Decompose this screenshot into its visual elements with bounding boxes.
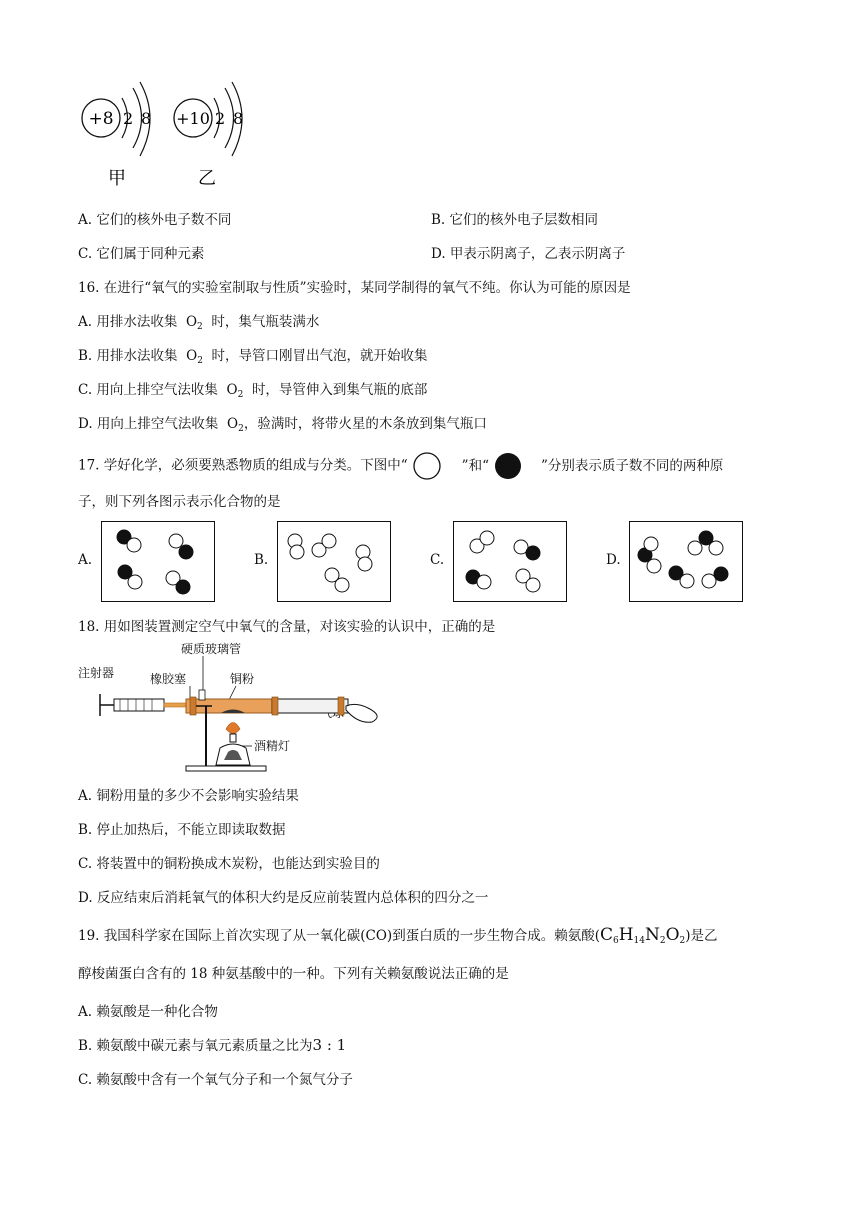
formula-n-sub: 2 (659, 936, 666, 946)
q19-stem-line2: 醇梭菌蛋白含有的 18 种氨基酸中的一种。下列有关赖氨酸说法正确的是 (78, 966, 509, 982)
q15-option-a[interactable]: A. 它们的核外电子数不同 (78, 212, 232, 228)
q16-c-formula: O (226, 382, 238, 398)
jia-label: 甲 (108, 168, 126, 189)
q17-stem (78, 452, 723, 480)
q16-option-b[interactable] (78, 344, 428, 366)
label-rubber-stopper: 橡胶塞 (150, 672, 187, 686)
q19-option-b-text: B. 赖氨酸中碳元素与氧元素质量之比为 (78, 1038, 313, 1054)
q16-d-sub: 2 (238, 424, 244, 434)
q17-stem-line2: 子，则下列各图示表示化合物的是 (78, 494, 281, 510)
q16-a-sub: 2 (197, 322, 203, 332)
q16-stem: 16. 在进行“氧气的实验室制取与性质”实验时，某同学制得的氧气不纯。你认为可能的原因是 (78, 280, 631, 296)
white-atom-icon (412, 452, 442, 480)
atom-structure-diagrams (78, 80, 258, 192)
label-syringe: 注射器 (78, 666, 115, 680)
formula-o-sub: 2 (679, 936, 686, 946)
glass-tube-icon (186, 690, 348, 715)
q16-a-rest: 时，集气瓶装满水 (211, 314, 320, 330)
q19-stem-part-1: 19. 我国科学家在国际上首次实现了从一氧化碳(CO)到蛋白质的一步生物合成。赖氨酸( (78, 928, 600, 944)
q18-option-b[interactable]: B. 停止加热后，不能立即读取数据 (78, 822, 286, 838)
label-glass-tube: 硬质玻璃管 (181, 642, 242, 656)
q17-stem-part-1: 17. 学好化学，必须要熟悉物质的组成与分类。下图中“ (78, 457, 408, 474)
q19-ratio: 3 : 1 (312, 1036, 347, 1054)
q15-option-b[interactable]: B. 它们的核外电子层数相同 (431, 212, 599, 228)
q16-c-rest: 时，导管伸入到集气瓶的底部 (251, 382, 428, 398)
q16-a-text: A. 用排水法收集 (78, 314, 178, 330)
yi-label: 乙 (198, 168, 216, 189)
formula-n: N (645, 925, 660, 945)
q17-option-c-diagram[interactable] (453, 521, 567, 602)
q16-d-text: D. 用向上排空气法收集 (78, 416, 219, 432)
q17-label-d: D. (606, 552, 621, 568)
formula-c-sub: 6 (612, 936, 619, 946)
q16-option-c[interactable] (78, 378, 427, 400)
alcohol-lamp-icon (216, 723, 250, 766)
q17-label-b: B. (254, 552, 269, 568)
label-copper-powder: 铜粉 (230, 672, 255, 686)
q17-stem-part-3: ”分别表示质子数不同的两种原 (540, 457, 724, 474)
q17-stem-part-2: ”和“ (461, 457, 489, 474)
q17-label-a: A. (78, 552, 93, 568)
q16-a-formula: O (185, 314, 198, 330)
q16-option-d[interactable] (78, 412, 487, 434)
q16-c-text: C. 用向上排空气法收集 (78, 382, 218, 398)
q16-b-sub: 2 (197, 356, 203, 366)
q15-option-c[interactable]: C. 它们属于同种元素 (78, 246, 205, 262)
q19-stem-part-2: )是乙 (685, 928, 718, 944)
jia-shell-1: 2 (123, 109, 134, 128)
q17-option-b-diagram[interactable] (277, 521, 391, 602)
q16-option-a[interactable] (78, 310, 319, 332)
formula-c: C (599, 925, 613, 945)
q16-b-rest: 时，导管口刚冒出气泡，就开始收集 (211, 348, 428, 364)
q16-b-formula: O (186, 348, 198, 364)
q19-lysine-formula (600, 925, 685, 945)
formula-h-sub: 14 (633, 936, 645, 946)
atom-yi-diagram (174, 82, 243, 189)
yi-nucleus-charge: +10 (176, 109, 210, 128)
q17-option-a-diagram[interactable] (101, 521, 215, 602)
formula-o: O (665, 925, 680, 945)
q16-d-rest: ，验满时，将带火星的木条放到集气瓶口 (243, 416, 487, 432)
q18-option-a[interactable]: A. 铜粉用量的多少不会影响实验结果 (78, 788, 299, 804)
q19-option-c[interactable]: C. 赖氨酸中含有一个氧气分子和一个氮气分子 (78, 1072, 353, 1088)
q16-d-formula: O (227, 416, 239, 432)
jia-shell-2: 8 (141, 109, 152, 128)
q17-option-d-diagram[interactable] (629, 521, 743, 602)
balloon-icon (346, 704, 377, 722)
yi-shell-1: 2 (215, 109, 226, 128)
atom-jia-diagram (82, 82, 151, 189)
q18-stem: 18. 用如图装置测定空气中氧气的含量，对该实验的认识中，正确的是 (78, 619, 496, 635)
yi-shell-2: 8 (233, 109, 244, 128)
formula-h: H (618, 925, 634, 945)
q16-c-sub: 2 (237, 390, 244, 400)
q18-option-c[interactable]: C. 将装置中的铜粉换成木炭粉，也能达到实验目的 (78, 856, 380, 872)
q17-label-c: C. (430, 552, 445, 568)
jia-nucleus-charge: +8 (88, 109, 114, 129)
q19-stem (78, 924, 718, 946)
label-alcohol-lamp: 酒精灯 (254, 739, 291, 753)
black-atom-icon (493, 452, 523, 480)
q18-apparatus-diagram (78, 636, 378, 776)
q19-option-a[interactable]: A. 赖氨酸是一种化合物 (78, 1004, 218, 1020)
q19-option-b[interactable] (78, 1034, 346, 1054)
q18-option-d[interactable]: D. 反应结束后消耗氧气的体积大约是反应前装置内总体积的四分之一 (78, 890, 489, 906)
q16-b-text: B. 用排水法收集 (78, 348, 178, 364)
q15-option-d[interactable]: D. 甲表示阴离子，乙表示阴离子 (431, 246, 626, 262)
syringe-icon (100, 694, 186, 716)
